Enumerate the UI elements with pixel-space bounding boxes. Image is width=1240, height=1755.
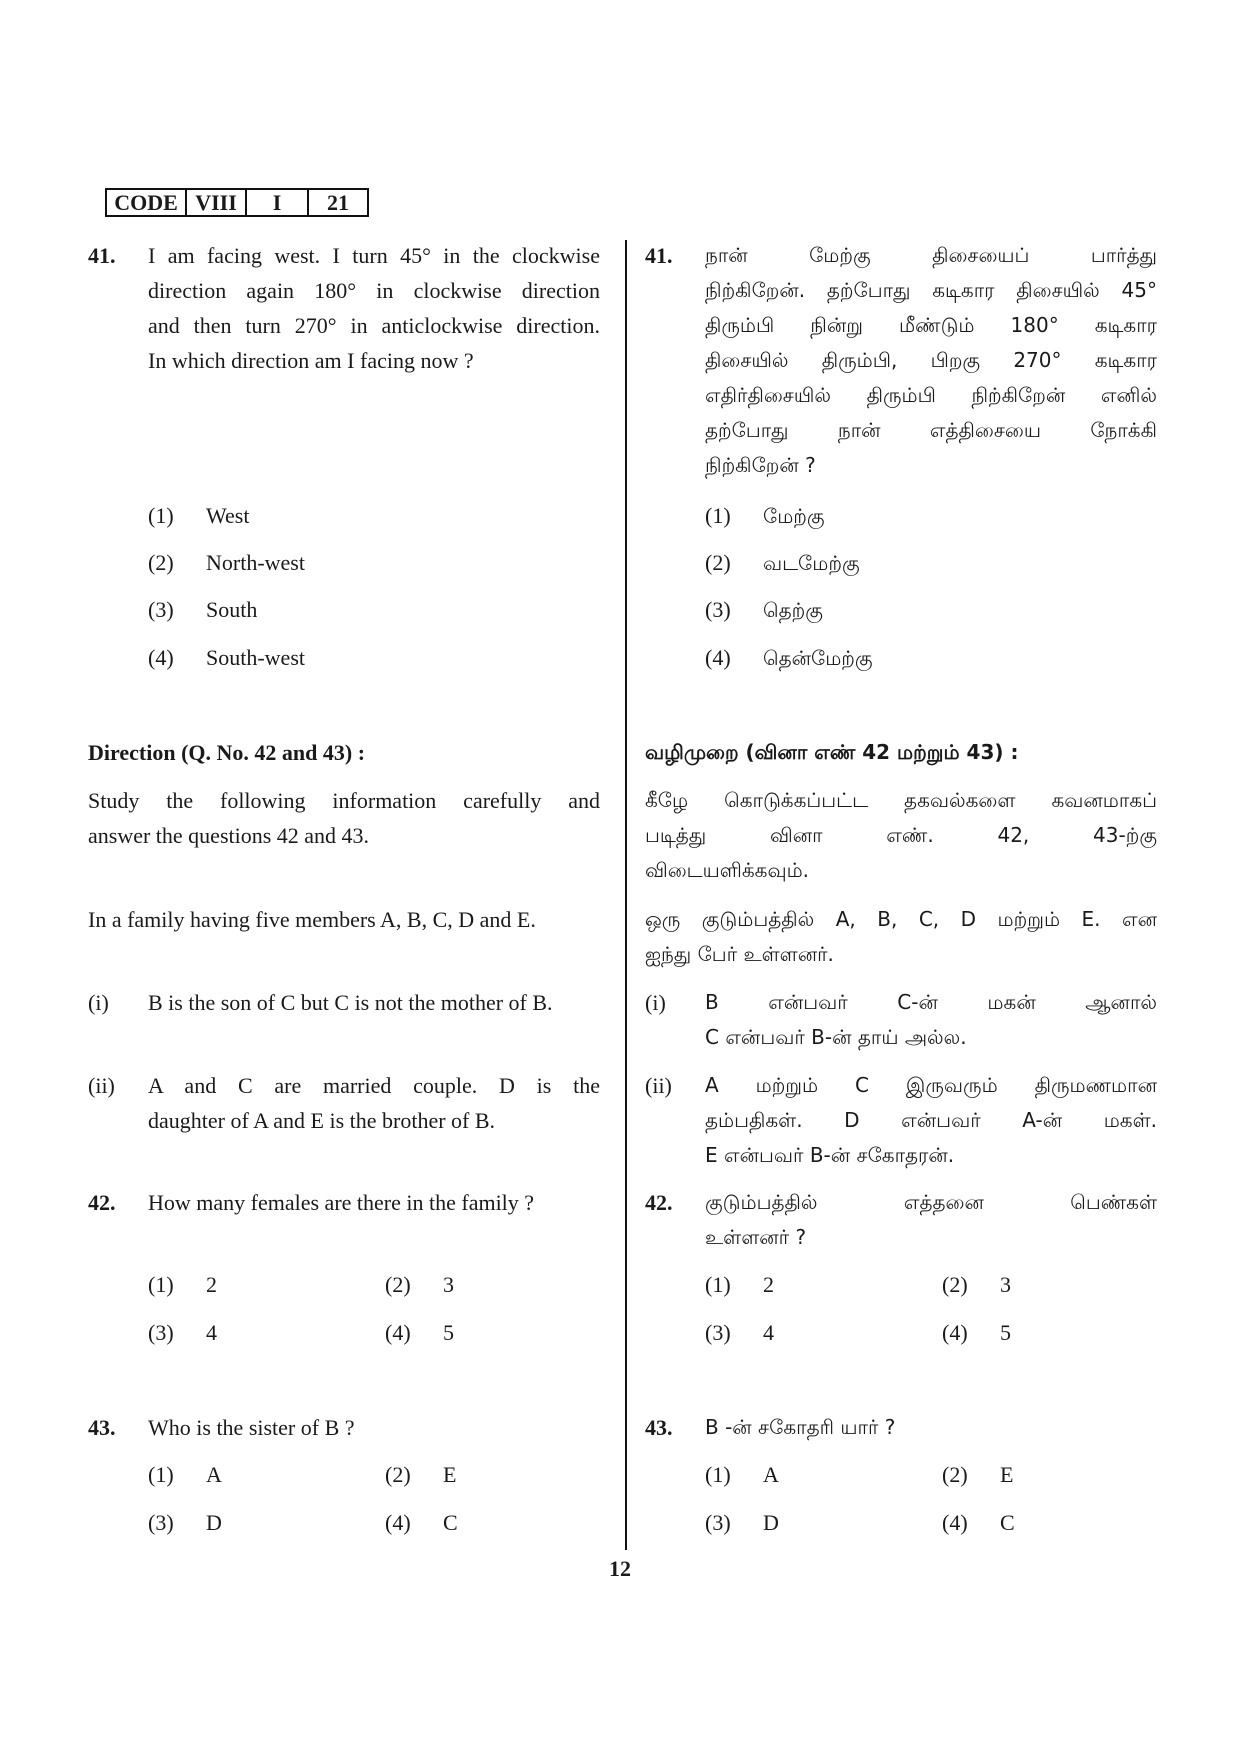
text-line: நிற்கிறேன் ?: [705, 453, 816, 477]
option-1: [148, 1267, 217, 1302]
text-line: daughter of A and E is the brother of B.: [148, 1108, 496, 1133]
text-line: எதிர்திசையில் திரும்பி நிற்கிறேன் எனில்: [705, 383, 1157, 407]
option-label: (3): [148, 597, 174, 622]
direction-heading-tamil: வழிமுறை (வினா எண் 42 மற்றும் 43) :: [645, 740, 1019, 764]
option-text: D: [206, 1510, 222, 1535]
family-statement-tamil: [645, 902, 1157, 972]
text-line: Study the following information carefully and: [88, 788, 600, 813]
option-3: [705, 592, 823, 628]
option-1: [148, 498, 249, 533]
code-number: 21: [327, 190, 349, 215]
text-line: கீழே கொடுக்கப்பட்ட தகவல்களை கவனமாகப்: [645, 788, 1157, 812]
text-line: In which direction am I facing now ?: [148, 348, 474, 373]
question-43-text: Who is the sister of B ?: [148, 1415, 355, 1440]
option-2: [705, 545, 860, 581]
option-2: [148, 545, 305, 580]
question-43-text-tamil: B -ன் சகோதரி யார் ?: [705, 1415, 896, 1439]
question-42-text: How many females are there in the family ?: [148, 1190, 535, 1215]
text-line: தம்பதிகள். D என்பவர் A-ன் மகள்.: [705, 1108, 1157, 1132]
option-text: A: [206, 1462, 222, 1487]
option-3: [705, 1315, 774, 1350]
text-line: நிற்கிறேன். தற்போது கடிகார திசையில் 45°: [705, 278, 1157, 302]
text-line: குடும்பத்தில் எத்தனை பெண்கள்: [705, 1190, 1157, 1214]
option-text: மேற்கு: [763, 504, 825, 528]
option-text: South: [206, 597, 258, 622]
option-text: C: [1000, 1510, 1015, 1535]
option-label: (1): [148, 1272, 174, 1297]
option-3: [148, 1315, 217, 1350]
statement-i-tamil: [705, 985, 1157, 1055]
option-text: D: [763, 1510, 779, 1535]
option-label: (4): [942, 1320, 968, 1345]
option-text: E: [443, 1462, 457, 1487]
option-label: (2): [705, 550, 731, 575]
option-label: (4): [385, 1510, 411, 1535]
text-line: ஐந்து பேர் உள்ளனர்.: [645, 942, 834, 966]
option-text: 2: [206, 1272, 217, 1297]
text-line: A and C are married couple. D is the: [148, 1073, 600, 1098]
option-4: [385, 1505, 458, 1540]
question-number: 42.: [645, 1190, 673, 1215]
text-line: I am facing west. I turn 45° in the clockwise: [148, 243, 600, 268]
option-text: தென்மேற்கு: [763, 646, 873, 670]
option-3: [705, 1505, 779, 1540]
option-label: (1): [148, 1462, 174, 1487]
option-text: North-west: [206, 550, 305, 575]
direction-heading: Direction (Q. No. 42 and 43) :: [88, 740, 366, 765]
direction-instructions: [88, 783, 600, 853]
option-label: (4): [385, 1320, 411, 1345]
statement-label: (i): [88, 990, 109, 1015]
option-label: (1): [705, 503, 731, 528]
option-label: (3): [705, 1510, 731, 1535]
option-label: (2): [942, 1462, 968, 1487]
text-line: திசையில் திரும்பி, பிறகு 270° கடிகார: [705, 348, 1157, 372]
option-text: 4: [763, 1320, 774, 1345]
text-line: and then turn 270° in anticlockwise direction.: [148, 313, 600, 338]
question-number: 43.: [645, 1415, 673, 1440]
statement-ii: [148, 1068, 600, 1138]
option-label: (3): [705, 1320, 731, 1345]
statement-label: (i): [645, 990, 666, 1015]
option-label: (1): [705, 1462, 731, 1487]
option-4: [148, 640, 305, 675]
text-line: படித்து வினா எண். 42, 43-ற்கு: [645, 823, 1157, 847]
option-label: (4): [148, 645, 174, 670]
code-class: VIII: [187, 190, 247, 215]
option-text: E: [1000, 1462, 1014, 1487]
option-label: (2): [942, 1272, 968, 1297]
text-line: C என்பவர் B-ன் தாய் அல்ல.: [705, 1025, 967, 1049]
option-text: 5: [443, 1320, 454, 1345]
option-1: [705, 1457, 779, 1492]
option-text: தெற்கு: [763, 598, 823, 622]
question-number: 41.: [645, 243, 673, 268]
option-1: [705, 498, 825, 534]
option-1: [705, 1267, 774, 1302]
question-number: 41.: [88, 243, 116, 268]
option-label: (3): [705, 597, 731, 622]
code-box: [105, 188, 369, 217]
question-number: 43.: [88, 1415, 116, 1440]
text-line: answer the questions 42 and 43.: [88, 823, 370, 848]
option-text: 3: [443, 1272, 454, 1297]
family-statement: In a family having five members A, B, C, D and E.: [88, 907, 536, 932]
text-line: உள்ளனர் ?: [705, 1225, 807, 1249]
option-2: [385, 1267, 454, 1302]
option-text: 4: [206, 1320, 217, 1345]
option-label: (2): [148, 550, 174, 575]
question-41-text-tamil: [705, 238, 1157, 483]
text-line: ஒரு குடும்பத்தில் A, B, C, D மற்றும் E. என: [645, 907, 1157, 931]
statement-label: (ii): [645, 1073, 672, 1098]
text-line: தற்போது நான் எத்திசையை நோக்கி: [705, 418, 1157, 442]
statement-i: B is the son of C but C is not the mother of B.: [148, 990, 553, 1015]
option-label: (2): [385, 1462, 411, 1487]
option-3: [148, 1505, 222, 1540]
option-text: 3: [1000, 1272, 1011, 1297]
option-text: 2: [763, 1272, 774, 1297]
option-4: [385, 1315, 454, 1350]
text-line: E என்பவர் B-ன் சகோதரன்.: [705, 1143, 955, 1167]
option-2: [942, 1267, 1011, 1302]
option-1: [148, 1457, 222, 1492]
option-2: [942, 1457, 1013, 1492]
option-text: 5: [1000, 1320, 1011, 1345]
option-label: (1): [148, 503, 174, 528]
statement-ii-tamil: [705, 1068, 1157, 1173]
option-text: C: [443, 1510, 458, 1535]
option-label: (4): [942, 1510, 968, 1535]
statement-label: (ii): [88, 1073, 115, 1098]
text-line: direction again 180° in clockwise direction: [148, 278, 600, 303]
option-label: (4): [705, 645, 731, 670]
code-paper: I: [247, 190, 309, 215]
option-2: [385, 1457, 456, 1492]
option-text: West: [206, 503, 250, 528]
option-label: (1): [705, 1272, 731, 1297]
option-3: [148, 592, 257, 627]
column-divider: [625, 240, 627, 1550]
option-4: [942, 1505, 1015, 1540]
question-41-text: [148, 238, 600, 378]
text-line: A மற்றும் C இருவரும் திருமணமான: [705, 1073, 1157, 1097]
text-line: நான் மேற்கு திசையைப் பார்த்து: [705, 243, 1157, 267]
question-number: 42.: [88, 1190, 116, 1215]
option-label: (3): [148, 1510, 174, 1535]
text-line: விடையளிக்கவும்.: [645, 858, 810, 882]
code-label: CODE: [107, 190, 187, 215]
option-text: A: [763, 1462, 779, 1487]
text-line: B என்பவர் C-ன் மகன் ஆனால்: [705, 990, 1157, 1014]
question-42-text-tamil: [705, 1185, 1157, 1255]
option-4: [942, 1315, 1011, 1350]
direction-instructions-tamil: [645, 783, 1157, 888]
option-label: (2): [385, 1272, 411, 1297]
option-text: South-west: [206, 645, 305, 670]
option-label: (3): [148, 1320, 174, 1345]
option-4: [705, 640, 873, 676]
option-text: வடமேற்கு: [763, 551, 860, 575]
text-line: திரும்பி நின்று மீண்டும் 180° கடிகார: [705, 313, 1157, 337]
page-number: 12: [609, 1556, 631, 1581]
